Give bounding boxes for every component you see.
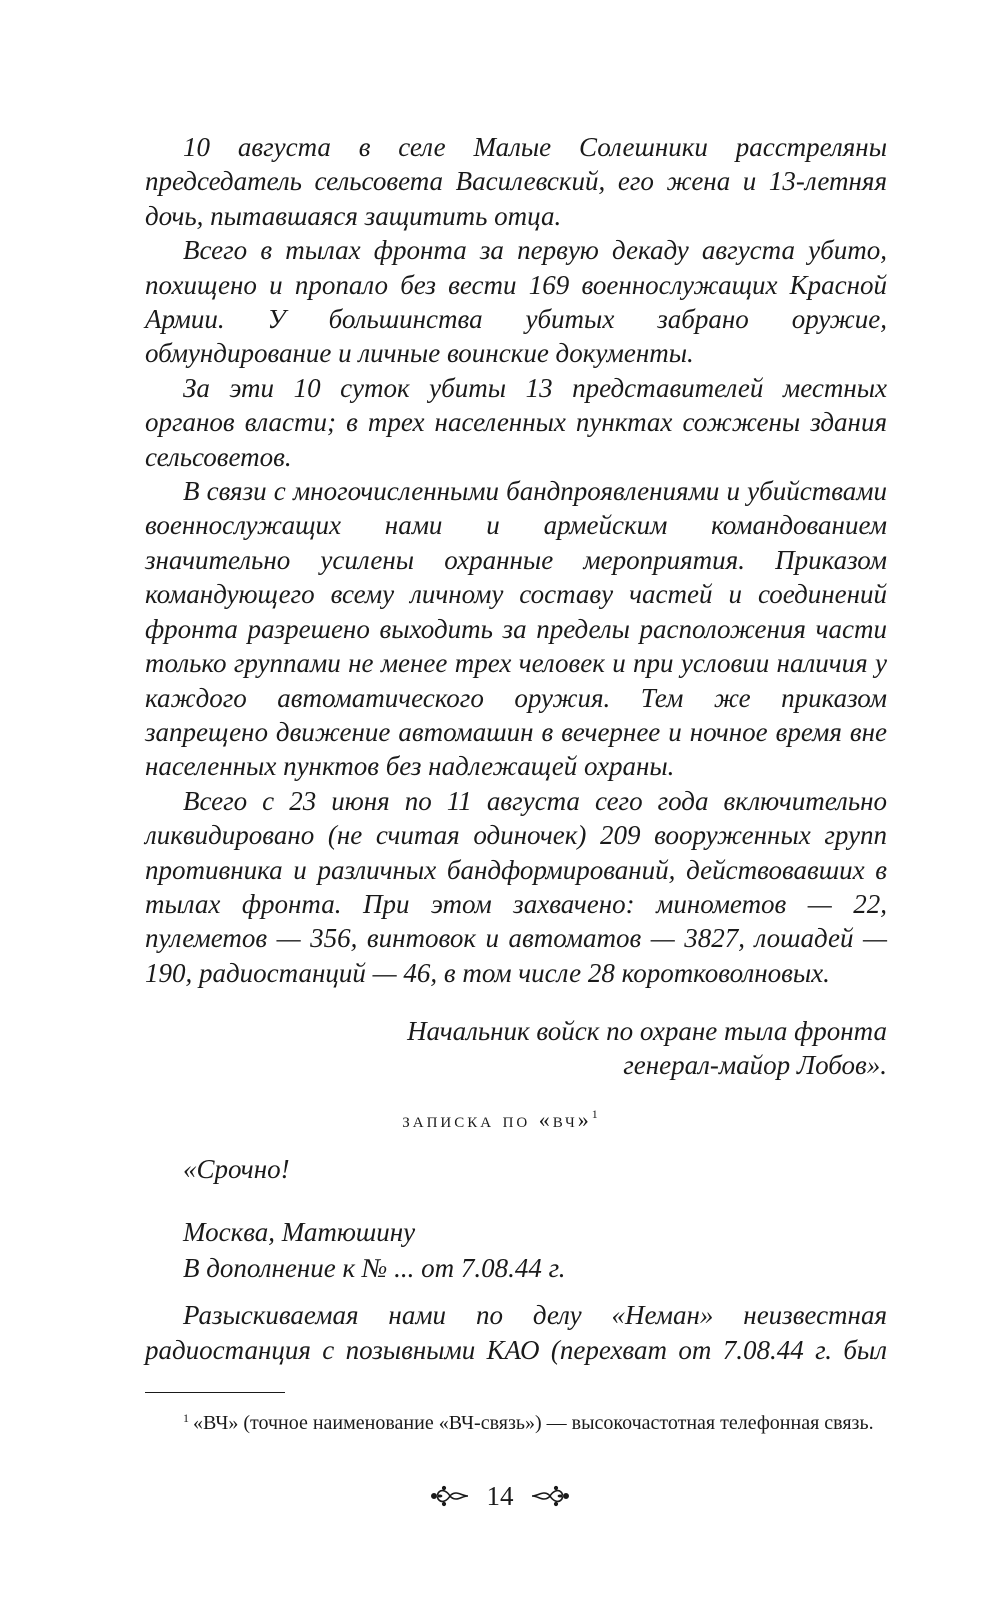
paragraph-measures: В связи с многочисленными бандпроявлениями и убийствами военнослужащих нами и армейским командованием значительно усилены охранные мероприятия. Приказом командующего всему личному составу частей и соединений фронта разрешено выходить за пределы расположения части только группами не менее трех человек и при условии наличия у каждого автоматического оружия. Тем же приказом запрещено движение автомашин в вечернее и ночное время вне населенных пунктов без надлежащей охраны. [145, 476, 887, 782]
section-heading-text: записка по «вч» [402, 1107, 592, 1132]
footnote-divider [145, 1392, 285, 1393]
paragraph-executions: 10 августа в селе Малые Солешники расстреляны председатель сельсовета Василевский, его жена и 13-летняя дочь, пытавшаяся защитить отца. [145, 132, 887, 231]
section-heading [0, 1107, 1000, 1133]
right-ornament-icon [530, 1484, 570, 1508]
paragraph-totals: Всего с 23 июня по 11 августа сего года включительно ликвидировано (не считая одиночек) 209 вооруженных групп противника и различных бандформирований, действовавших в тылах фронта. При этом захвачено: минометов — 22, пулеметов — 356, винтовок и автоматов — 3827, лошадей — 190, радиостанций — 46, в том числе 28 коротковолновых. [145, 785, 887, 988]
footnote-reference: 1 [591, 1107, 598, 1121]
urgent-line: «Срочно! [183, 1154, 290, 1184]
footnote-mark: 1 [183, 1411, 189, 1425]
main-text [145, 130, 887, 990]
footnote-text: «ВЧ» (точное наименование «ВЧ-связь») — высокочастотная телефонная связь. [193, 1412, 874, 1434]
paragraph-radio: Разыскиваемая нами по делу «Неман» неизвестная радиостанция с позывными КАО (перехват от 7.08.44 г. был [145, 1300, 887, 1365]
footnote [145, 1404, 887, 1437]
address-reference: В дополнение к № ... от 7.08.44 г. [183, 1253, 566, 1283]
signature [407, 1014, 887, 1083]
paragraph-officials: За эти 10 суток убиты 13 представителей местных органов власти; в трех населенных пунктах сожжены здания сельсоветов. [145, 372, 887, 472]
page-number: 14 [486, 1480, 514, 1511]
signature-position: Начальник войск по охране тыла фронта [407, 1016, 887, 1046]
left-ornament-icon [430, 1484, 470, 1508]
address-block [183, 1214, 566, 1286]
paragraph-losses: Всего в тылах фронта за первую декаду августа убито, похищено и пропало без вести 169 военнослужащих Красной Армии. У большинства убитых забрано оружие, обмундирование и личные воинские документы. [145, 235, 887, 369]
signature-name: генерал-майор Лобов». [623, 1050, 887, 1081]
address-recipient: Москва, Матюшину [183, 1217, 416, 1247]
page-folio [0, 1476, 1000, 1513]
note-text [145, 1298, 887, 1368]
